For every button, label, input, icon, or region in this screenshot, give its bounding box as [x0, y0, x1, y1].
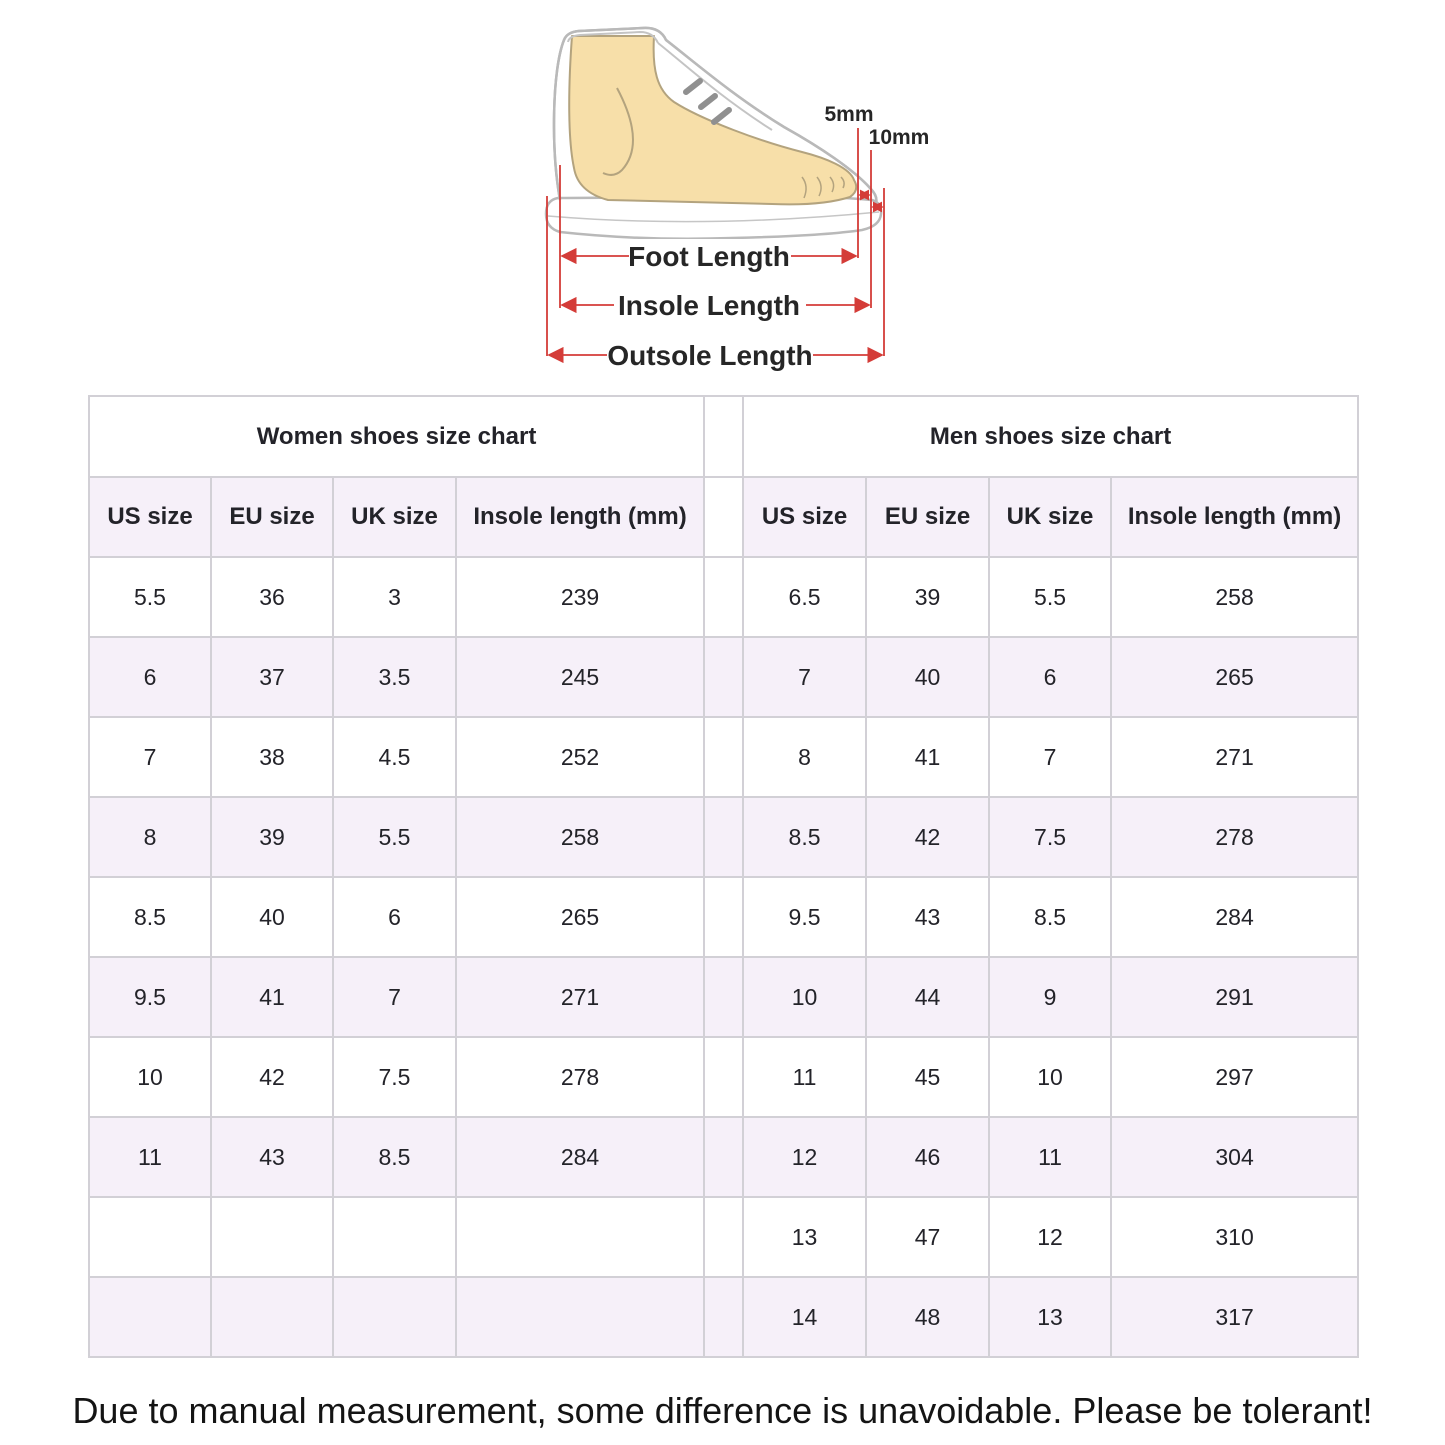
men-size-cell: 7 [989, 717, 1111, 797]
foot-length-label: Foot Length [628, 241, 790, 272]
women-size-cell [211, 1277, 333, 1357]
shoe-measurement-diagram [530, 18, 935, 378]
women-column-header: UK size [333, 477, 456, 557]
women-size-cell: 3 [333, 557, 456, 637]
men-column-header: US size [743, 477, 866, 557]
women-size-cell: 4.5 [333, 717, 456, 797]
women-size-cell: 39 [211, 797, 333, 877]
men-size-cell: 8.5 [989, 877, 1111, 957]
men-size-cell: 6.5 [743, 557, 866, 637]
table-row [89, 797, 1358, 877]
size-tables-body [89, 396, 1358, 1357]
women-size-cell [456, 1277, 704, 1357]
women-column-header: US size [89, 477, 211, 557]
measurement-note: Due to manual measurement, some difference is unavoidable. Please be tolerant! [72, 1390, 1373, 1431]
women-size-cell [89, 1277, 211, 1357]
women-size-cell: 265 [456, 877, 704, 957]
women-size-cell: 43 [211, 1117, 333, 1197]
table-row [89, 1037, 1358, 1117]
men-size-cell: 48 [866, 1277, 989, 1357]
spacer-cell [704, 797, 743, 877]
men-size-cell: 41 [866, 717, 989, 797]
table-row [89, 1117, 1358, 1197]
women-size-cell [456, 1197, 704, 1277]
women-size-cell: 7 [89, 717, 211, 797]
table-row [89, 637, 1358, 717]
men-size-cell: 7 [743, 637, 866, 717]
men-size-cell: 10 [989, 1037, 1111, 1117]
women-size-cell: 11 [89, 1117, 211, 1197]
women-size-cell: 5.5 [89, 557, 211, 637]
men-size-cell: 310 [1111, 1197, 1358, 1277]
men-size-cell: 45 [866, 1037, 989, 1117]
men-size-cell: 265 [1111, 637, 1358, 717]
men-size-cell: 44 [866, 957, 989, 1037]
women-size-cell: 37 [211, 637, 333, 717]
spacer-cell [704, 957, 743, 1037]
women-size-cell: 38 [211, 717, 333, 797]
table-row [89, 957, 1358, 1037]
women-size-cell: 239 [456, 557, 704, 637]
men-size-cell: 304 [1111, 1117, 1358, 1197]
women-size-cell: 278 [456, 1037, 704, 1117]
spacer-cell [704, 1197, 743, 1277]
women-size-cell: 6 [89, 637, 211, 717]
men-size-cell: 271 [1111, 717, 1358, 797]
gap-5mm-label: 5mm [824, 103, 874, 126]
men-column-header: UK size [989, 477, 1111, 557]
men-size-cell: 47 [866, 1197, 989, 1277]
men-size-cell: 11 [743, 1037, 866, 1117]
men-table-title: Men shoes size chart [743, 396, 1358, 477]
women-size-cell [333, 1277, 456, 1357]
table-row [89, 717, 1358, 797]
men-size-cell: 40 [866, 637, 989, 717]
women-size-cell: 252 [456, 717, 704, 797]
men-size-cell: 6 [989, 637, 1111, 717]
women-size-cell: 40 [211, 877, 333, 957]
table-row [89, 396, 1358, 477]
men-size-cell: 14 [743, 1277, 866, 1357]
women-size-cell: 8.5 [89, 877, 211, 957]
table-row [89, 477, 1358, 557]
men-size-cell: 46 [866, 1117, 989, 1197]
men-column-header: EU size [866, 477, 989, 557]
spacer-cell [704, 1037, 743, 1117]
size-tables [88, 395, 1359, 1358]
men-size-cell: 297 [1111, 1037, 1358, 1117]
women-size-cell: 7 [333, 957, 456, 1037]
men-size-cell: 11 [989, 1117, 1111, 1197]
women-size-cell: 8 [89, 797, 211, 877]
men-size-cell: 8.5 [743, 797, 866, 877]
men-size-cell: 317 [1111, 1277, 1358, 1357]
women-column-header: Insole length (mm) [456, 477, 704, 557]
men-size-cell: 9.5 [743, 877, 866, 957]
men-size-cell: 258 [1111, 557, 1358, 637]
table-row [89, 1277, 1358, 1357]
women-size-cell: 245 [456, 637, 704, 717]
women-size-cell [333, 1197, 456, 1277]
women-size-cell [211, 1197, 333, 1277]
men-size-cell: 7.5 [989, 797, 1111, 877]
men-size-cell: 5.5 [989, 557, 1111, 637]
gap-10mm-label: 10mm [868, 126, 930, 149]
men-size-cell: 9 [989, 957, 1111, 1037]
spacer-cell [704, 477, 743, 557]
spacer-cell [704, 1117, 743, 1197]
women-size-cell: 9.5 [89, 957, 211, 1037]
men-size-cell: 10 [743, 957, 866, 1037]
women-size-cell: 5.5 [333, 797, 456, 877]
men-size-cell: 13 [743, 1197, 866, 1277]
women-size-cell: 271 [456, 957, 704, 1037]
spacer-cell [704, 1277, 743, 1357]
women-size-cell: 42 [211, 1037, 333, 1117]
men-size-cell: 43 [866, 877, 989, 957]
men-size-cell: 39 [866, 557, 989, 637]
spacer-cell [704, 717, 743, 797]
women-size-cell: 36 [211, 557, 333, 637]
insole-length-label: Insole Length [618, 290, 800, 321]
women-size-cell: 284 [456, 1117, 704, 1197]
spacer-cell [704, 877, 743, 957]
men-size-cell: 284 [1111, 877, 1358, 957]
spacer-cell [704, 557, 743, 637]
women-size-cell: 8.5 [333, 1117, 456, 1197]
women-size-cell: 41 [211, 957, 333, 1037]
women-size-cell: 7.5 [333, 1037, 456, 1117]
women-size-cell: 258 [456, 797, 704, 877]
men-size-cell: 13 [989, 1277, 1111, 1357]
men-column-header: Insole length (mm) [1111, 477, 1358, 557]
men-size-cell: 12 [743, 1117, 866, 1197]
women-column-header: EU size [211, 477, 333, 557]
spacer-cell [704, 637, 743, 717]
spacer-cell [704, 396, 743, 477]
table-row [89, 1197, 1358, 1277]
outsole-length-label: Outsole Length [607, 340, 813, 371]
women-size-cell: 10 [89, 1037, 211, 1117]
women-size-cell [89, 1197, 211, 1277]
men-size-cell: 42 [866, 797, 989, 877]
women-size-cell: 3.5 [333, 637, 456, 717]
table-row [89, 557, 1358, 637]
women-table-title: Women shoes size chart [89, 396, 704, 477]
table-row [89, 877, 1358, 957]
men-size-cell: 8 [743, 717, 866, 797]
men-size-cell: 12 [989, 1197, 1111, 1277]
men-size-cell: 291 [1111, 957, 1358, 1037]
men-size-cell: 278 [1111, 797, 1358, 877]
women-size-cell: 6 [333, 877, 456, 957]
